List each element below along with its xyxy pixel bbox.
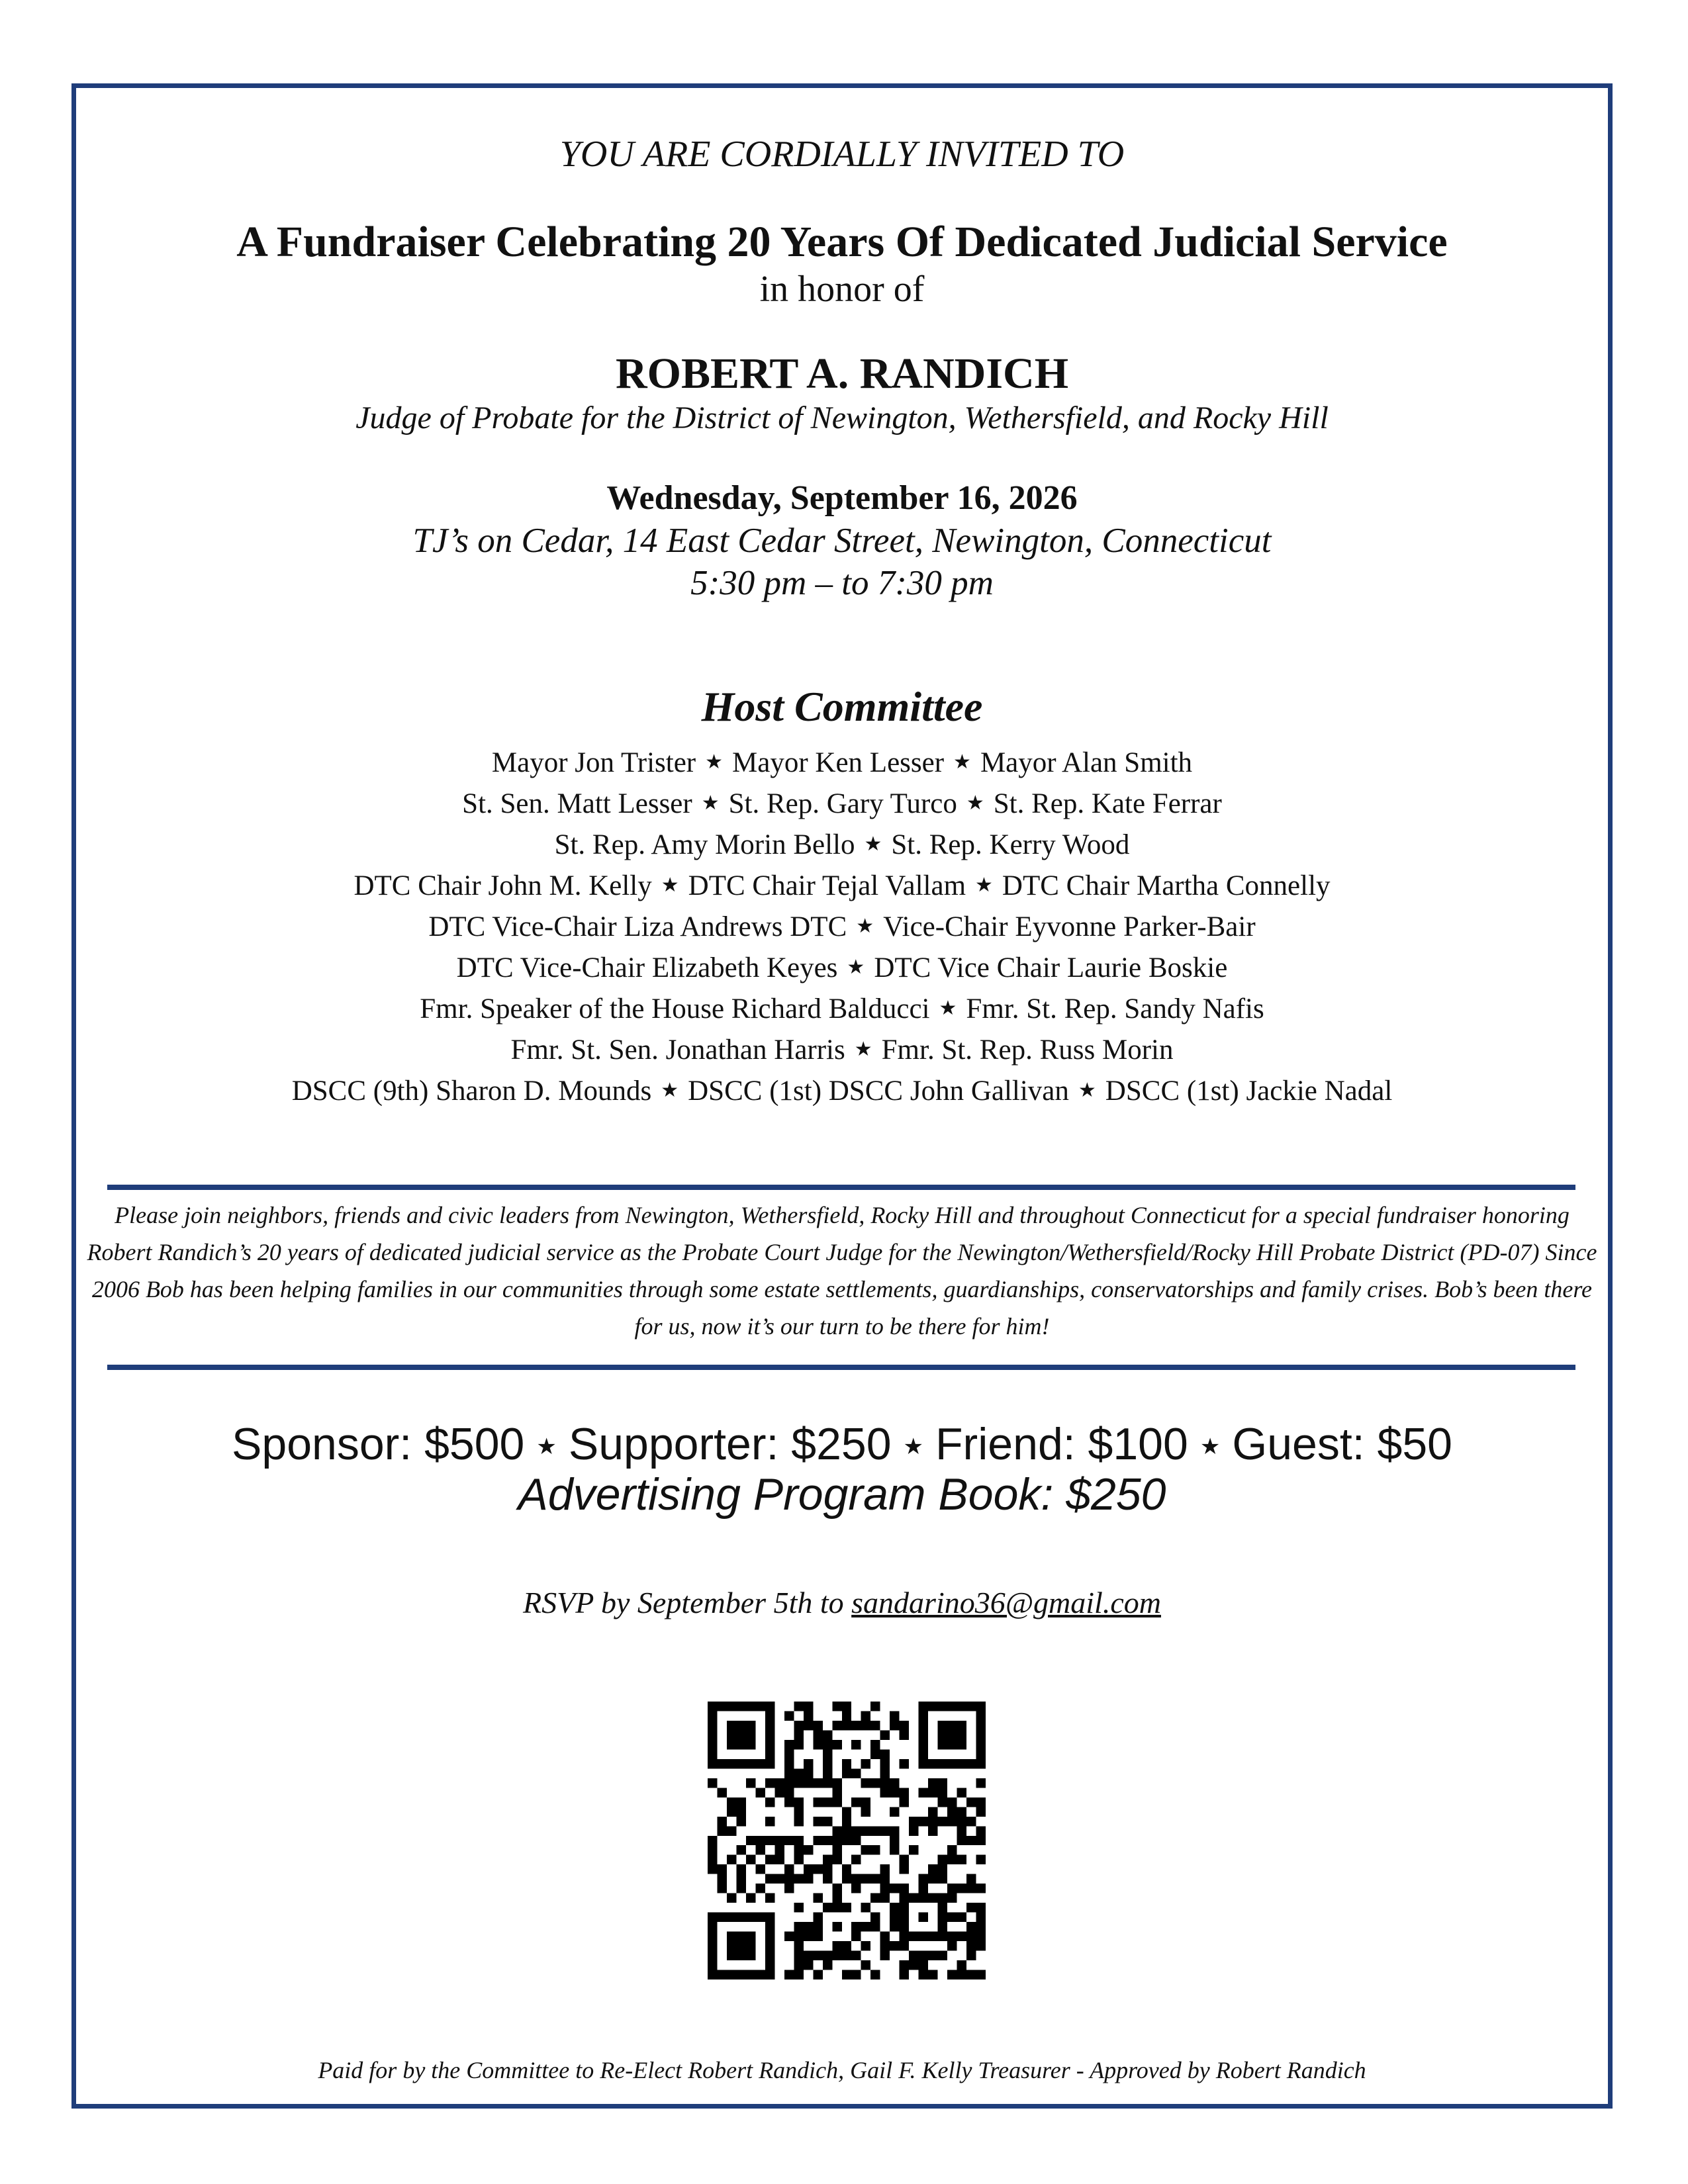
host-committee-line (71, 783, 1613, 824)
host-name: St. Rep. Kerry Wood (891, 829, 1130, 860)
host-name: Fmr. St. Sen. Jonathan Harris (510, 1034, 845, 1066)
host-name: DTC Chair John M. Kelly (353, 870, 652, 901)
star-icon: ★ (864, 833, 882, 855)
event-venue: TJ’s on Cedar, 14 East Cedar Street, Newington, Connecticut (412, 522, 1272, 560)
rsvp-prefix: RSVP by September 5th to (523, 1586, 852, 1619)
host-name: Mayor Ken Lesser (732, 747, 945, 778)
host-name: Fmr. St. Rep. Sandy Nafis (966, 993, 1264, 1024)
star-icon: ★ (701, 792, 720, 814)
host-name: DTC Chair Martha Connelly (1002, 870, 1331, 901)
star-icon: ★ (847, 956, 865, 978)
qr-code-icon[interactable] (708, 1702, 986, 1979)
host-name: St. Rep. Kate Ferrar (993, 788, 1222, 819)
program-book-price: Advertising Program Book: $250 (518, 1469, 1166, 1520)
event-description: Please join neighbors, friends and civic leaders from Newington, Wethersfield, Rocky Hill and throughout Connecticut for a special fundraiser honoring Robert Randich’s 20 years of dedicated judicial service as the Probate Court Judge for the Newington/Wethersfield/Rocky Hill Probate District (PD-07) Since 2006 Bob has been helping families in our communities through some estate settlements, guardianships, conservatorships and family crises. Bob’s been there for us, now it’s our turn to be there for him! (87, 1202, 1597, 1340)
in-honor-of: in honor of (759, 269, 925, 310)
host-name: Mayor Alan Smith (980, 747, 1193, 778)
event-date: Wednesday, September 16, 2026 (606, 479, 1078, 517)
rsvp-email-link[interactable]: sandarino36@gmail.com (851, 1586, 1161, 1619)
host-committee-line (71, 1070, 1613, 1111)
invite-intro: YOU ARE CORDIALLY INVITED TO (559, 134, 1125, 175)
host-name: Fmr. Speaker of the House Richard Balducci (420, 993, 930, 1024)
star-icon: ★ (705, 751, 724, 773)
honoree-title: Judge of Probate for the District of Newington, Wethersfield, and Rocky Hill (355, 400, 1329, 435)
host-name: St. Sen. Matt Lesser (462, 788, 692, 819)
tier-label: Supporter: $250 (568, 1419, 892, 1469)
star-icon: ★ (953, 751, 971, 773)
host-name: DTC Vice Chair Laurie Boskie (874, 952, 1228, 983)
host-committee-line (71, 824, 1613, 865)
host-name: DTC Chair Tejal Vallam (688, 870, 966, 901)
host-committee-heading: Host Committee (701, 683, 983, 730)
host-committee-list (71, 742, 1613, 1111)
divider-bottom (107, 1365, 1575, 1370)
host-name: DTC Vice-Chair Elizabeth Keyes (456, 952, 838, 983)
host-committee-line (71, 1029, 1613, 1070)
event-time: 5:30 pm – to 7:30 pm (690, 564, 994, 602)
tier-label: Sponsor: $500 (232, 1419, 525, 1469)
host-name: DTC Vice-Chair Liza Andrews DTC (428, 911, 847, 942)
tier-label: Friend: $100 (935, 1419, 1188, 1469)
divider-top (107, 1185, 1575, 1190)
star-icon: ★ (536, 1434, 557, 1459)
host-name: Fmr. St. Rep. Russ Morin (881, 1034, 1174, 1066)
star-icon: ★ (856, 915, 874, 937)
star-icon: ★ (903, 1434, 924, 1459)
star-icon: ★ (966, 792, 984, 814)
tier-label: Guest: $50 (1232, 1419, 1452, 1469)
host-name: Vice-Chair Eyvonne Parker-Bair (883, 911, 1256, 942)
star-icon: ★ (975, 874, 993, 896)
star-icon: ★ (1199, 1434, 1221, 1459)
paid-for-disclaimer: Paid for by the Committee to Re-Elect Robert Randich, Gail F. Kelly Treasurer - Approved by Robert Randich (318, 2057, 1366, 2083)
host-name: DSCC (9th) Sharon D. Mounds (291, 1075, 652, 1107)
host-committee-line (71, 865, 1613, 906)
host-name: St. Rep. Gary Turco (728, 788, 957, 819)
host-committee-line (71, 947, 1613, 988)
host-name: DSCC (1st) Jackie Nadal (1105, 1075, 1393, 1107)
donation-tiers (71, 1418, 1613, 1473)
host-name: Mayor Jon Trister (491, 747, 696, 778)
star-icon: ★ (661, 1079, 679, 1101)
star-icon: ★ (854, 1038, 872, 1060)
event-headline: A Fundraiser Celebrating 20 Years Of Dedicated Judicial Service (236, 218, 1448, 266)
host-committee-line (71, 988, 1613, 1029)
star-icon: ★ (939, 997, 957, 1019)
host-committee-line (71, 906, 1613, 947)
host-name: DSCC (1st) DSCC John Gallivan (688, 1075, 1069, 1107)
star-icon: ★ (1078, 1079, 1096, 1101)
star-icon: ★ (661, 874, 679, 896)
host-name: St. Rep. Amy Morin Bello (554, 829, 855, 860)
host-committee-line (71, 742, 1613, 783)
rsvp-line (71, 1583, 1613, 1623)
honoree-name: ROBERT A. RANDICH (615, 349, 1069, 398)
